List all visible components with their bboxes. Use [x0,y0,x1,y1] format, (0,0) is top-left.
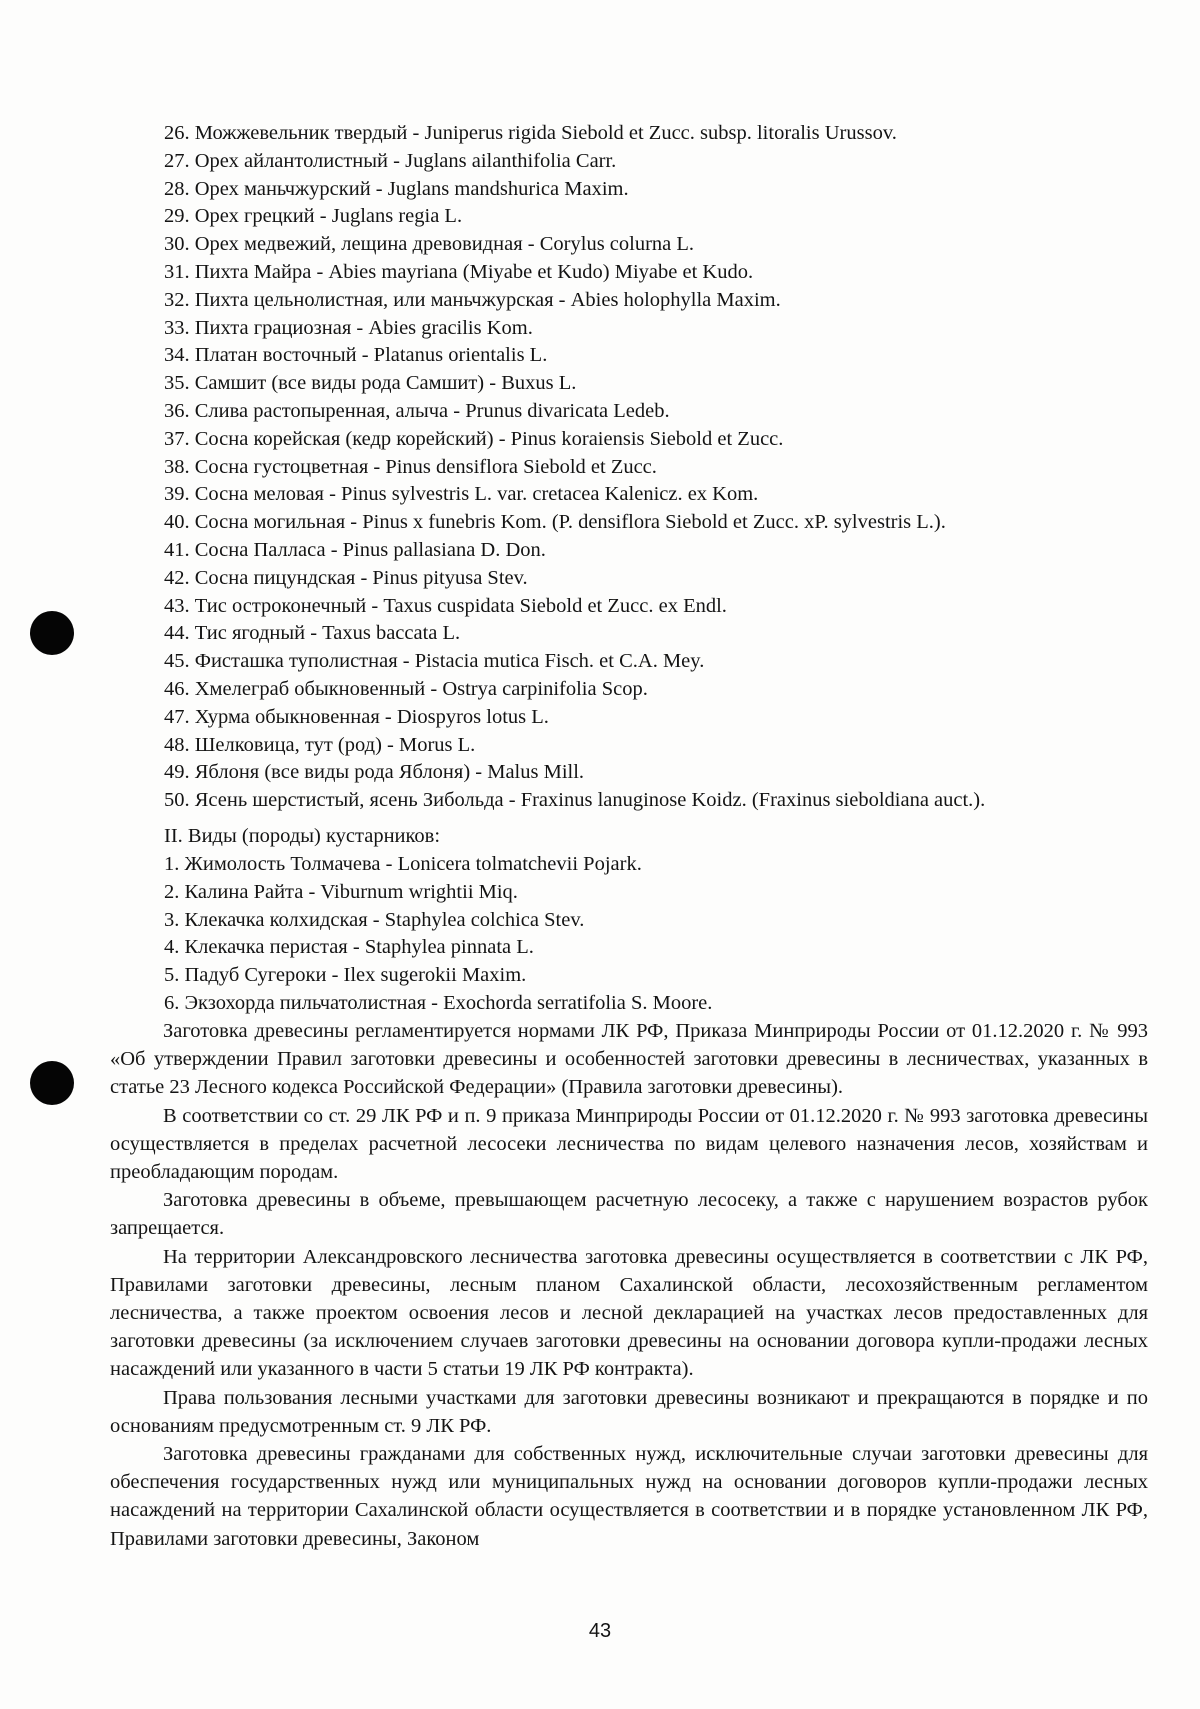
list-item: 1. Жимолость Толмачева - Lonicera tolmatchevii Pojark. [164,853,642,875]
paragraph: Заготовка древесины регламентируется нормами ЛК РФ, Приказа Минприроды России от 01.12.2020 г. № 993 «Об утверждении Правил заготовки древесины и особенностей заготовки древесины в лесничествах, указанных в статье 23 Лесного кодекса Российской Федерации» (Правила заготовки древесины). [110,1020,1148,1099]
list-item: 3. Клекачка колхидская - Staphylea colchica Stev. [164,908,585,931]
list-item: 37. Сосна корейская (кедр корейский) - Pinus koraiensis Siebold et Zucc. [164,427,784,450]
paragraph: Заготовка древесины в объеме, превышающем расчетную лесосеку, а также с нарушением возрастов рубок запрещается. [110,1189,1148,1240]
list-item: 27. Орех айлантолистный - Juglans ailanthifolia Carr. [164,149,617,172]
list-item: 5. Падуб Сугероки - Ilex sugerokii Maxim. [164,964,527,987]
list-item: 38. Сосна густоцветная - Pinus densiflora Siebold et Zucc. [164,455,657,478]
list-item: 41. Сосна Палласа - Pinus pallasiana D. Don. [164,538,546,561]
list-item: 33. Пихта грациозная - Abies gracilis Kom. [164,316,533,339]
paragraph: На территории Александровского лесничества заготовка древесины осуществляется в соответствии с ЛК РФ, Правилами заготовки древесины, лесным планом Сахалинской области, лесохозяйственным регламентом лесничества, а также проектом освоения лесов и лесной декларацией на участках лесов предоставленных для заготовки древесины (за исключением случаев заготовки древесины на основании договора купли-продажи лесных насаждений или указанного в части 5 статьи 19 ЛК РФ контракта). [110,1245,1148,1381]
section-title: II. Виды (породы) кустарников: [164,825,441,847]
tree-species-list [164,120,1144,815]
list-item: 2. Калина Райта - Viburnum wrightii Miq. [164,880,518,903]
list-item: 31. Пихта Майра - Abies mayriana (Miyabe et Kudo) Miyabe et Kudo. [164,260,754,283]
punch-hole-mark [30,611,74,655]
list-item: 34. Платан восточный - Platanus orientalis L. [164,344,548,367]
list-item: 49. Яблоня (все виды рода Яблоня) - Malus Mill. [164,761,585,784]
list-item: 50. Ясень шерстистый, ясень Зибольда - Fraxinus lanuginose Koidz. (Fraxinus sieboldiana auct.). [164,789,986,812]
list-item: 39. Сосна меловая - Pinus sylvestris L. var. cretacea Kalenicz. ex Kom. [164,483,759,506]
list-item: 28. Орех маньчжурский - Juglans mandshurica Maxim. [164,177,629,200]
list-item: 40. Сосна могильная - Pinus x funebris Kom. (P. densiflora Siebold et Zucc. xP. sylvestris L.). [164,511,946,534]
list-item: 42. Сосна пицундская - Pinus pityusa Stev. [164,566,528,589]
shrub-species-list [164,851,1144,1018]
list-item: 36. Слива растопыренная, алыча - Prunus divaricata Ledeb. [164,399,670,422]
list-item: 43. Тис остроконечный - Taxus cuspidata Siebold et Zucc. ex Endl. [164,594,727,617]
list-item: 4. Клекачка перистая - Staphylea pinnata L. [164,936,534,959]
page-number: 43 [588,1620,612,1642]
list-item: 26. Можжевельник твердый - Juniperus rigida Siebold et Zucc. subsp. litoralis Urussov. [164,122,897,144]
list-item: 47. Хурма обыкновенная - Diospyros lotus L. [164,705,549,728]
list-item: 44. Тис ягодный - Taxus baccata L. [164,622,461,645]
body-text [110,1017,1148,1553]
punch-hole-mark [30,1061,74,1105]
paragraph: Права пользования лесными участками для заготовки древесины возникают и прекращаются в порядке и по основаниям предусмотренным ст. 9 ЛК РФ. [110,1386,1148,1437]
list-item: 30. Орех медвежий, лещина древовидная - Corylus colurna L. [164,233,695,256]
list-item: 48. Шелковица, тут (род) - Morus L. [164,733,476,756]
list-item: 46. Хмелеграб обыкновенный - Ostrya carpinifolia Scop. [164,677,648,700]
paragraph: В соответствии со ст. 29 ЛК РФ и п. 9 приказа Минприроды России от 01.12.2020 г. № 993 заготовка древесины осуществляется в пределах расчетной лесосеки лесничества по видам целевого назначения лесов, хозяйствам и преобладающим породам. [110,1104,1148,1184]
list-item: 6. Экзохорда пильчатолистная - Exochorda serratifolia S. Moore. [164,991,713,1014]
paragraph: Заготовка древесины гражданами для собственных нужд, исключительные случаи заготовки древесины для обеспечения государственных нужд или муниципальных нужд на основании договоров купли-продажи лесных насаждений на территории Сахалинской области осуществляется в соответствии и в порядке установленном ЛК РФ, Правилами заготовки древесины, Законом [110,1443,1148,1550]
list-item: 32. Пихта цельнолистная, или маньчжурская - Abies holophylla Maxim. [164,288,781,311]
list-item: 29. Орех грецкий - Juglans regia L. [164,205,463,228]
list-item: 35. Самшит (все виды рода Самшит) - Buxus L. [164,372,577,395]
list-item: 45. Фисташка туполистная - Pistacia mutica Fisch. et C.A. Mey. [164,650,705,673]
